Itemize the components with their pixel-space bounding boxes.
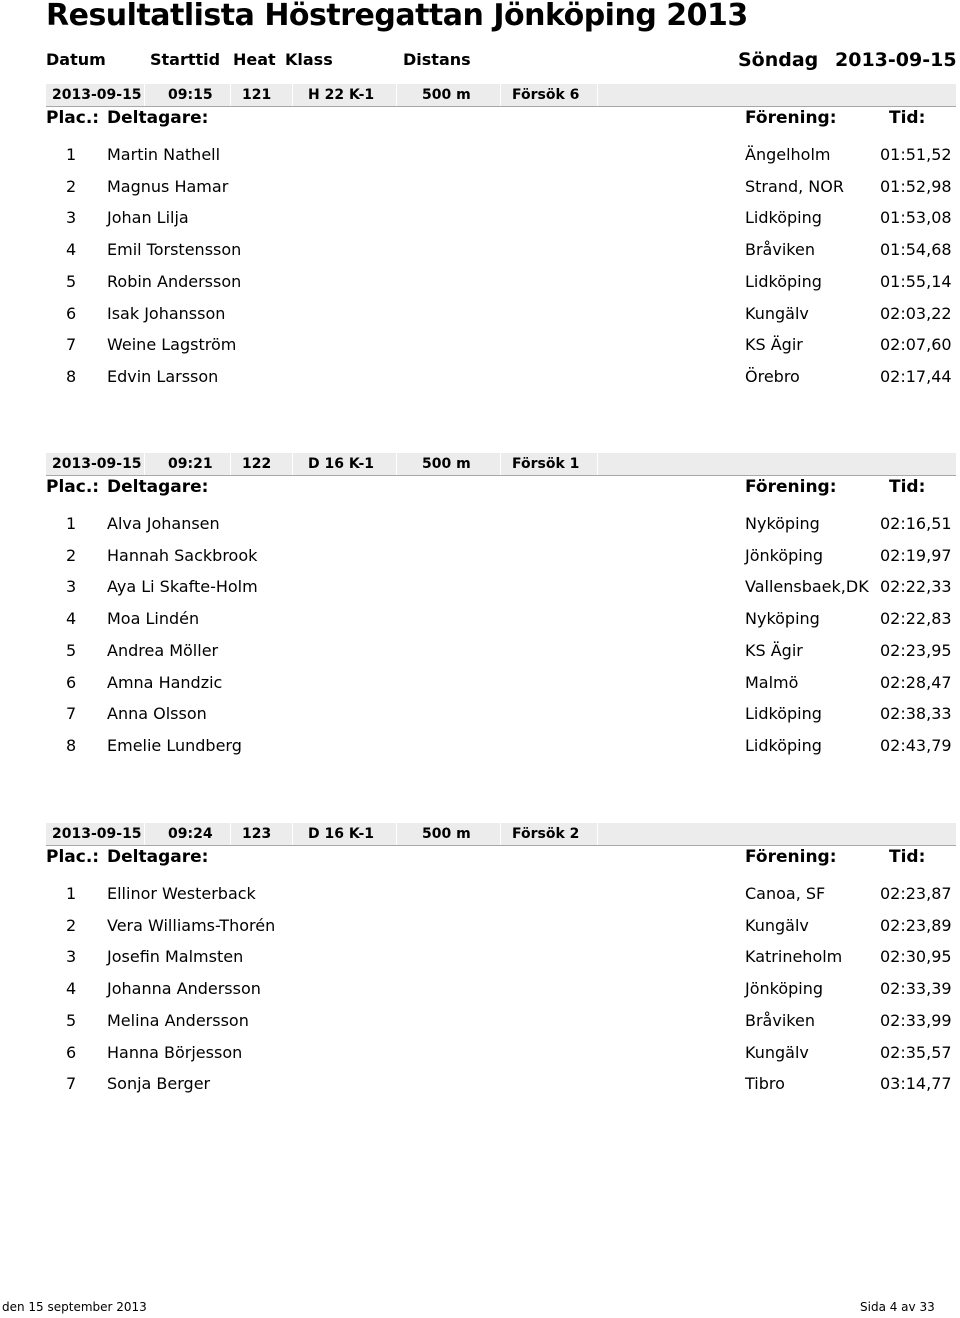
result-name: Anna Olsson xyxy=(107,704,207,724)
race-round: Försök 2 xyxy=(512,826,580,842)
result-time: 02:43,79 xyxy=(880,735,952,755)
result-name: Martin Nathell xyxy=(107,145,221,164)
club-header: Förening: xyxy=(745,847,837,867)
result-club: Strand, NOR xyxy=(745,176,844,196)
bar-separator xyxy=(292,823,293,845)
result-place: 8 xyxy=(66,366,77,386)
race-distance: 500 m xyxy=(422,826,471,842)
race-start-time: 09:24 xyxy=(168,826,213,842)
result-name: Vera Williams-Thorén xyxy=(107,915,276,935)
result-place: 3 xyxy=(66,577,77,597)
result-club: Nyköping xyxy=(745,609,820,629)
race-info-bar xyxy=(46,453,956,476)
result-time: 03:14,77 xyxy=(880,1074,952,1094)
result-club: Malmö xyxy=(745,672,799,692)
bar-separator xyxy=(597,823,598,845)
race-date: 2013-09-15 xyxy=(52,826,142,842)
result-place: 2 xyxy=(66,176,77,196)
race-heat: 123 xyxy=(242,826,272,842)
result-time: 02:23,89 xyxy=(880,915,952,935)
column-header-heat: Heat xyxy=(233,50,276,69)
result-place: 7 xyxy=(66,335,77,355)
result-club: Jönköping xyxy=(745,545,824,565)
bar-separator xyxy=(230,84,231,106)
place-header: Plac.: xyxy=(46,477,100,497)
place-header: Plac.: xyxy=(46,108,100,128)
race-heat: 122 xyxy=(242,456,272,472)
participant-header: Deltagare: xyxy=(107,847,209,867)
participant-header: Deltagare: xyxy=(107,477,209,497)
result-row xyxy=(0,577,960,601)
result-row xyxy=(0,1011,960,1035)
race-round: Försök 1 xyxy=(512,456,580,472)
time-header: Tid: xyxy=(889,108,926,128)
result-row xyxy=(0,367,960,391)
result-name: Ellinor Westerback xyxy=(107,884,256,903)
result-time: 02:07,60 xyxy=(880,335,952,355)
result-club: Kungälv xyxy=(745,1042,809,1062)
place-header: Plac.: xyxy=(46,847,100,867)
time-header: Tid: xyxy=(889,477,926,497)
result-name: Aya Li Skafte-Holm xyxy=(107,577,258,597)
result-club: Kungälv xyxy=(745,303,809,323)
result-time: 02:23,95 xyxy=(880,640,952,660)
result-row xyxy=(0,1043,960,1067)
time-header: Tid: xyxy=(889,847,926,867)
column-header-distance: Distans xyxy=(403,50,471,69)
result-row xyxy=(0,272,960,296)
result-club: Lidköping xyxy=(745,208,822,228)
race-class: D 16 K-1 xyxy=(308,826,375,842)
column-header-class: Klass xyxy=(285,50,333,69)
bar-separator xyxy=(500,84,501,106)
result-name: Hannah Sackbrook xyxy=(107,545,258,565)
result-row xyxy=(0,240,960,264)
result-row xyxy=(0,884,960,908)
result-row xyxy=(0,641,960,665)
result-row xyxy=(0,208,960,232)
result-time: 02:22,33 xyxy=(880,577,952,597)
result-club: Lidköping xyxy=(745,735,822,755)
result-time: 02:33,99 xyxy=(880,1010,952,1030)
bar-separator xyxy=(292,453,293,475)
result-name: Josefin Malmsten xyxy=(107,947,244,967)
participant-header: Deltagare: xyxy=(107,108,209,128)
result-time: 01:54,68 xyxy=(880,240,952,260)
result-place: 4 xyxy=(66,979,77,999)
result-place: 1 xyxy=(66,145,77,164)
race-info-bar xyxy=(46,823,956,846)
result-club: Jönköping xyxy=(745,979,824,999)
result-club: Kungälv xyxy=(745,915,809,935)
bar-separator xyxy=(500,823,501,845)
column-header-date: Datum xyxy=(46,50,106,69)
result-row xyxy=(0,177,960,201)
result-place: 3 xyxy=(66,208,77,228)
result-time: 02:35,57 xyxy=(880,1042,952,1062)
result-time: 02:38,33 xyxy=(880,704,952,724)
result-row xyxy=(0,304,960,328)
race-distance: 500 m xyxy=(422,456,471,472)
result-place: 5 xyxy=(66,1010,77,1030)
bar-separator xyxy=(144,453,145,475)
bar-separator xyxy=(396,823,397,845)
result-place: 6 xyxy=(66,1042,77,1062)
bar-separator xyxy=(230,453,231,475)
bar-separator xyxy=(500,453,501,475)
bar-separator xyxy=(144,823,145,845)
result-place: 4 xyxy=(66,609,77,629)
result-row xyxy=(0,736,960,760)
result-club: KS Ägir xyxy=(745,335,803,355)
result-name: Alva Johansen xyxy=(107,514,220,533)
race-start-time: 09:21 xyxy=(168,456,213,472)
page-title: Resultatlista Höstregattan Jönköping 2013 xyxy=(46,0,748,33)
column-header-start: Starttid xyxy=(150,50,221,69)
result-club: Örebro xyxy=(745,366,800,386)
result-row xyxy=(0,947,960,971)
result-time: 01:52,98 xyxy=(880,176,952,196)
footer-page-number: Sida 4 av 33 xyxy=(860,1300,935,1314)
result-place: 5 xyxy=(66,271,77,291)
result-place: 6 xyxy=(66,303,77,323)
bar-separator xyxy=(144,84,145,106)
result-row xyxy=(0,979,960,1003)
result-name: Robin Andersson xyxy=(107,271,242,291)
result-name: Magnus Hamar xyxy=(107,176,229,196)
result-club: Katrineholm xyxy=(745,947,843,967)
result-name: Weine Lagström xyxy=(107,335,237,355)
result-club: Canoa, SF xyxy=(745,884,826,903)
bar-separator xyxy=(597,453,598,475)
result-name: Johanna Andersson xyxy=(107,979,261,999)
bar-separator xyxy=(292,84,293,106)
club-header: Förening: xyxy=(745,477,837,497)
result-name: Andrea Möller xyxy=(107,640,219,660)
result-place: 5 xyxy=(66,640,77,660)
result-club: Vallensbaek,DK xyxy=(745,577,869,597)
result-time: 02:19,97 xyxy=(880,545,952,565)
result-name: Emil Torstensson xyxy=(107,240,242,260)
footer-date: den 15 september 2013 xyxy=(2,1300,147,1314)
result-row xyxy=(0,546,960,570)
result-club: Lidköping xyxy=(745,271,822,291)
result-name: Emelie Lundberg xyxy=(107,735,242,755)
result-name: Amna Handzic xyxy=(107,672,223,692)
result-time: 01:55,14 xyxy=(880,271,952,291)
race-distance: 500 m xyxy=(422,87,471,103)
result-row xyxy=(0,514,960,538)
result-row xyxy=(0,145,960,169)
result-place: 2 xyxy=(66,545,77,565)
bar-separator xyxy=(396,453,397,475)
race-class: D 16 K-1 xyxy=(308,456,375,472)
result-club: KS Ägir xyxy=(745,640,803,660)
result-name: Hanna Börjesson xyxy=(107,1042,243,1062)
result-club: Ängelholm xyxy=(745,145,831,164)
race-date: 2013-09-15 xyxy=(52,456,142,472)
result-name: Isak Johansson xyxy=(107,303,226,323)
bar-separator xyxy=(597,84,598,106)
race-info-bar xyxy=(46,84,956,107)
result-name: Moa Lindén xyxy=(107,609,200,629)
race-start-time: 09:15 xyxy=(168,87,213,103)
result-time: 02:16,51 xyxy=(880,514,952,533)
result-place: 7 xyxy=(66,1074,77,1094)
bar-separator xyxy=(396,84,397,106)
bar-separator xyxy=(230,823,231,845)
club-header: Förening: xyxy=(745,108,837,128)
result-time: 02:30,95 xyxy=(880,947,952,967)
race-round: Försök 6 xyxy=(512,87,580,103)
result-row xyxy=(0,609,960,633)
result-club: Bråviken xyxy=(745,240,815,260)
result-time: 02:03,22 xyxy=(880,303,952,323)
result-place: 1 xyxy=(66,514,77,533)
result-name: Johan Lilja xyxy=(107,208,189,228)
result-time: 01:53,08 xyxy=(880,208,952,228)
result-place: 7 xyxy=(66,704,77,724)
result-place: 6 xyxy=(66,672,77,692)
result-place: 3 xyxy=(66,947,77,967)
result-place: 2 xyxy=(66,915,77,935)
result-time: 02:23,87 xyxy=(880,884,952,903)
day-date: 2013-09-15 xyxy=(835,49,957,71)
result-place: 1 xyxy=(66,884,77,903)
result-row xyxy=(0,916,960,940)
day-label: Söndag xyxy=(738,49,819,71)
race-date: 2013-09-15 xyxy=(52,87,142,103)
result-time: 02:33,39 xyxy=(880,979,952,999)
result-row xyxy=(0,335,960,359)
result-row xyxy=(0,673,960,697)
result-time: 02:22,83 xyxy=(880,609,952,629)
result-club: Nyköping xyxy=(745,514,820,533)
result-club: Lidköping xyxy=(745,704,822,724)
result-row xyxy=(0,1074,960,1098)
result-row xyxy=(0,704,960,728)
result-place: 4 xyxy=(66,240,77,260)
result-time: 02:28,47 xyxy=(880,672,952,692)
result-time: 01:51,52 xyxy=(880,145,952,164)
result-place: 8 xyxy=(66,735,77,755)
result-name: Edvin Larsson xyxy=(107,366,219,386)
race-heat: 121 xyxy=(242,87,272,103)
race-class: H 22 K-1 xyxy=(308,87,375,103)
result-club: Bråviken xyxy=(745,1010,815,1030)
result-club: Tibro xyxy=(745,1074,785,1094)
result-name: Sonja Berger xyxy=(107,1074,211,1094)
result-time: 02:17,44 xyxy=(880,366,952,386)
result-name: Melina Andersson xyxy=(107,1010,249,1030)
